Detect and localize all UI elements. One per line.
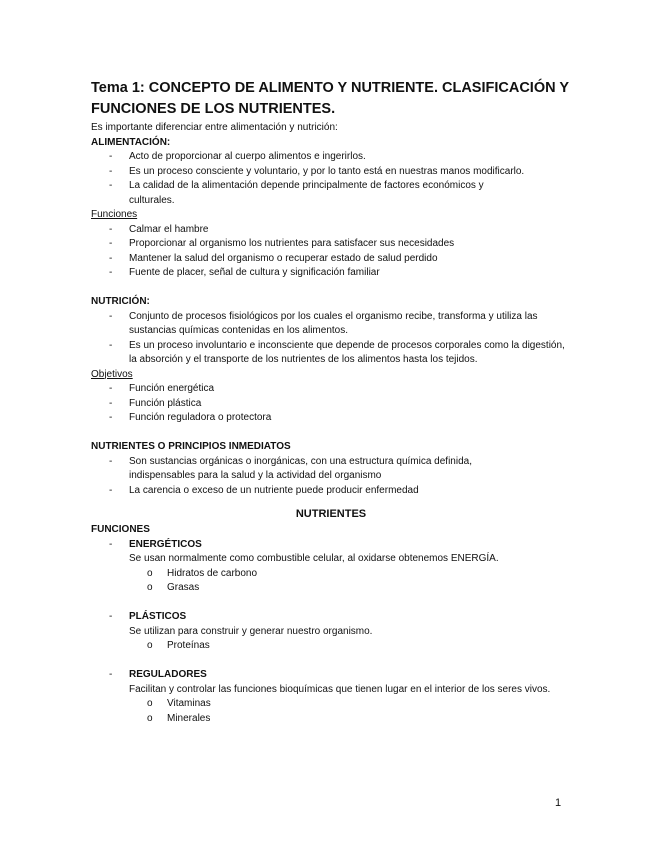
page-title: Tema 1: CONCEPTO DE ALIMENTO Y NUTRIENTE. CLASIFICACIÓN Y FUNCIONES DE LOS NUTRIENTES. [91, 80, 569, 117]
list-item: - Función reguladora o protectora [109, 412, 272, 423]
list-item: - La carencia o exceso de un nutriente puede producir enfermedad [109, 484, 419, 496]
list-item: - Es un proceso consciente y voluntario, y por lo tanto está en nuestras manos modificarlo. [109, 165, 525, 177]
objetivos-list [91, 382, 571, 426]
list-item: - REGULADORES [109, 669, 207, 680]
alimentacion-heading: ALIMENTACIÓN: [91, 136, 171, 148]
list-item: o Proteínas [147, 640, 210, 651]
plasticos-block [91, 610, 571, 625]
reguladores-label: REGULADORES [129, 669, 207, 680]
reguladores-items [91, 697, 571, 726]
nutricion-list [91, 310, 571, 368]
list-item: - PLÁSTICOS [109, 611, 187, 622]
list-item: - Es un proceso involuntario e inconsciente que depende de procesos corporales como la digestión, la absorción y el transporte de los nutrientes de los alimentos hasta los tejidos. [109, 339, 565, 365]
funciones-list [91, 223, 571, 281]
list-item: - Fuente de placer, señal de cultura y significación familiar [109, 267, 380, 278]
nutrientes-principios-list [91, 455, 571, 499]
list-item: - Calmar el hambre [109, 223, 209, 235]
list-item: - Acto de proporcionar al cuerpo alimentos e ingerirlos. [109, 151, 366, 162]
list-item: - Conjunto de procesos fisiológicos por los cuales el organismo recibe, transforma y utiliza las sustancias químicas contenidas en los alimentos. [109, 310, 538, 336]
list-item: - ENERGÉTICOS [109, 538, 202, 550]
objetivos-label: Objetivos [91, 368, 133, 380]
alimentacion-list [91, 150, 571, 208]
list-item: - Son sustancias orgánicas o inorgánicas, con una estructura química definida, indispensables para la salud y la actividad del organismo [109, 455, 472, 481]
nutricion-heading: NUTRICIÓN: [91, 296, 150, 307]
energeticos-desc: Se usan normalmente como combustible celular, al oxidarse obtenemos ENERGÍA. [129, 553, 499, 564]
reguladores-block [91, 668, 571, 683]
nutrientes-principios-heading: NUTRIENTES O PRINCIPIOS INMEDIATOS [91, 441, 291, 452]
plasticos-items [91, 639, 571, 654]
energeticos-block [91, 538, 571, 553]
list-item: o Minerales [147, 712, 211, 724]
nutrientes-section-heading: NUTRIENTES [295, 508, 367, 520]
funciones-heading: FUNCIONES [91, 524, 150, 535]
energeticos-label: ENERGÉTICOS [129, 538, 202, 550]
plasticos-label: PLÁSTICOS [129, 611, 187, 622]
list-item: - Función plástica [109, 397, 202, 409]
list-item: - Proporcionar al organismo los nutrientes para satisfacer sus necesidades [109, 238, 455, 249]
list-item: o Hidratos de carbono [147, 567, 258, 579]
reguladores-desc: Facilitan y controlar las funciones bioquímicas que tienen lugar en el interior de los seres vivos. [129, 683, 551, 695]
page-content [91, 78, 571, 726]
funciones-label: Funciones [91, 209, 138, 220]
list-item: - Mantener la salud del organismo o recuperar estado de salud perdido [109, 252, 438, 264]
energeticos-items [91, 567, 571, 596]
page-number: 1 [555, 797, 562, 809]
list-item: - Función energética [109, 383, 215, 394]
plasticos-desc: Se utilizan para construir y generar nuestro organismo. [129, 625, 373, 637]
list-item: - La calidad de la alimentación depende principalmente de factores económicos y culturales. [109, 180, 484, 206]
list-item: o Grasas [147, 582, 200, 593]
intro-text: Es importante diferenciar entre alimentación y nutrición: [91, 122, 338, 133]
list-item: o Vitaminas [147, 698, 211, 709]
